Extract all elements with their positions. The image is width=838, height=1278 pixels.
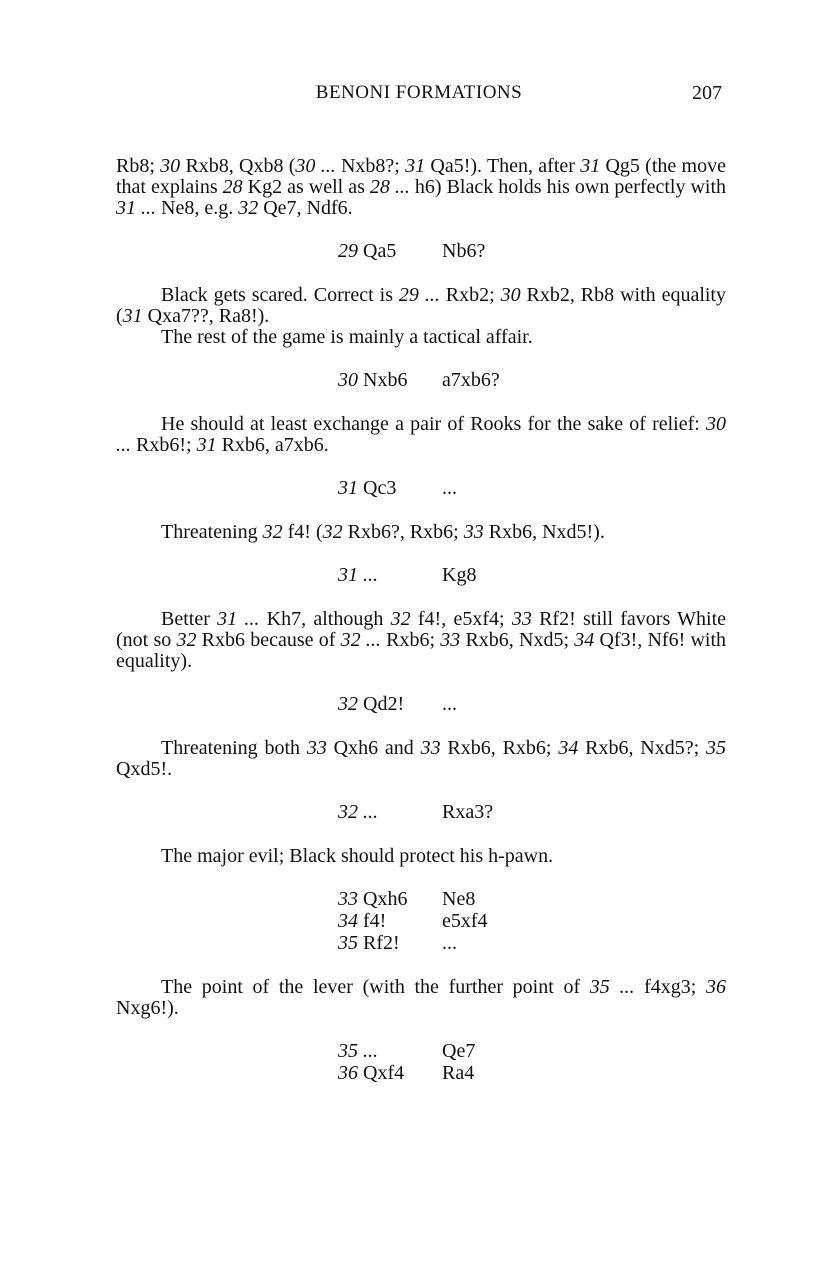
- black-move: Rxa3?: [442, 801, 494, 823]
- black-move: Qe7: [442, 1040, 476, 1062]
- white-move: 34 f4!: [338, 910, 387, 932]
- running-title: BENONI FORMATIONS: [315, 82, 523, 103]
- move-row: [338, 565, 726, 587]
- black-move: a7xb6?: [442, 369, 500, 391]
- page-number: 207: [692, 82, 722, 104]
- commentary-paragraph: The rest of the game is mainly a tactical affair.: [161, 326, 533, 348]
- white-move: 31 Qc3: [338, 477, 397, 499]
- white-move: 32 ...: [338, 801, 378, 823]
- commentary-paragraph: Black gets scared. Correct is 29 ... Rxb2; 30 Rxb2, Rb8 with equality (31 Qxa7??, Ra8!).: [116, 284, 726, 327]
- commentary-paragraph: Better 31 ... Kh7, although 32 f4!, e5xf4; 33 Rf2! still favors White (not so 32 Rxb6 because of 32 ... Rxb6; 33 Rxb6, Nxd5; 34 Qf3!, Nf6! with equality).: [116, 608, 727, 672]
- white-move: 31 ...: [338, 564, 378, 586]
- black-move: e5xf4: [442, 910, 488, 932]
- commentary-paragraph: Threatening both 33 Qxh6 and 33 Rxb6, Rxb6; 34 Rxb6, Nxd5?; 35 Qxd5!.: [116, 737, 726, 780]
- running-header: [116, 82, 722, 110]
- white-move: 35 ...: [338, 1040, 378, 1062]
- commentary-paragraph: He should at least exchange a pair of Rooks for the sake of relief: 30 ... Rxb6!; 31 Rxb6, a7xb6.: [116, 413, 726, 456]
- white-move: 35 Rf2!: [338, 932, 400, 954]
- white-move: 36 Qxf4: [338, 1062, 405, 1084]
- white-move: 32 Qd2!: [338, 693, 405, 715]
- commentary-paragraph: The major evil; Black should protect his h-pawn.: [161, 845, 554, 867]
- commentary-paragraph: Threatening 32 f4! (32 Rxb6?, Rxb6; 33 Rxb6, Nxd5!).: [161, 521, 605, 543]
- move-row: [338, 933, 726, 955]
- move-row: [338, 889, 726, 911]
- move-row: [338, 1063, 726, 1085]
- commentary-paragraph: Rb8; 30 Rxb8, Qxb8 (30 ... Nxb8?; 31 Qa5!). Then, after 31 Qg5 (the move that explains 28 Kg2 as well as 28 ... h6) Black holds his own perfectly with 31 ... Ne8, e.g. 32 Qe7, Ndf6.: [116, 155, 727, 219]
- move-row: [338, 802, 726, 824]
- white-move: 33 Qxh6: [338, 888, 408, 910]
- commentary-paragraph: The point of the lever (with the further point of 35 ... f4xg3; 36 Nxg6!).: [116, 976, 727, 1019]
- black-move: Ne8: [442, 888, 476, 910]
- black-move: ...: [442, 932, 457, 954]
- move-row: [338, 1041, 726, 1063]
- black-move: Kg8: [442, 564, 477, 586]
- page-body: [116, 156, 726, 1085]
- move-row: [338, 694, 726, 716]
- move-row: [338, 911, 726, 933]
- move-row: [338, 478, 726, 500]
- white-move: 29 Qa5: [338, 240, 397, 262]
- black-move: Nb6?: [442, 240, 486, 262]
- move-row: [338, 241, 726, 263]
- black-move: Ra4: [442, 1062, 475, 1084]
- move-row: [338, 370, 726, 392]
- black-move: ...: [442, 477, 457, 499]
- white-move: 30 Nxb6: [338, 369, 408, 391]
- black-move: ...: [442, 693, 457, 715]
